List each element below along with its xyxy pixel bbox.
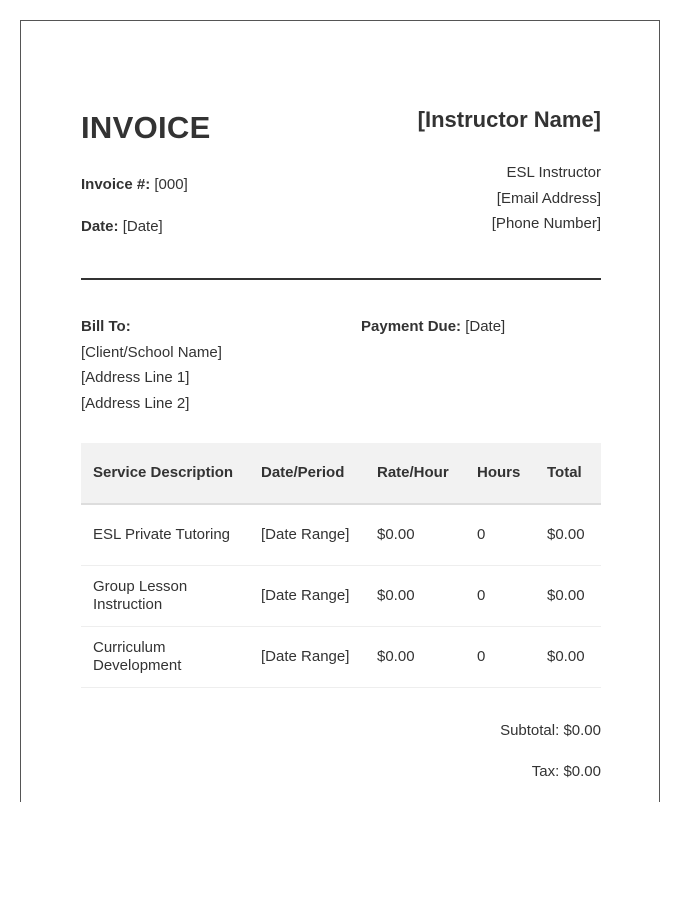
invoice-header-left <box>81 107 211 236</box>
table-row <box>81 627 601 688</box>
cell-total: $0.00 <box>535 627 601 688</box>
invoice-number <box>81 176 211 194</box>
cell-hours: 0 <box>465 627 535 688</box>
bill-to-address-line-1: [Address Line 1] <box>81 369 190 386</box>
table-header-row <box>81 443 601 504</box>
tax-line <box>81 763 601 780</box>
invoice-number-value: [000] <box>154 176 188 193</box>
payment-due-value: [Date] <box>465 318 506 335</box>
cell-description: ESL Private Tutoring <box>81 504 249 566</box>
tax-value: $0.00 <box>563 763 601 780</box>
instructor-email: [Email Address] <box>496 189 601 207</box>
table-row <box>81 566 601 627</box>
cell-description: Group Lesson Instruction <box>81 566 249 627</box>
cell-description: Curriculum Development <box>81 627 249 688</box>
cell-rate: $0.00 <box>365 504 465 566</box>
tax-label: Tax: <box>531 763 560 780</box>
invoice-date-value: [Date] <box>122 218 163 235</box>
instructor-name: [Instructor Name] <box>417 107 601 132</box>
cell-date-period: [Date Range] <box>249 627 365 688</box>
instructor-contact <box>418 160 601 237</box>
cell-rate: $0.00 <box>365 627 465 688</box>
instructor-role: ESL Instructor <box>506 164 601 181</box>
cell-hours: 0 <box>465 504 535 566</box>
header-service-description: Service Description <box>81 443 249 504</box>
instructor-phone: [Phone Number] <box>491 215 601 232</box>
payment-due-label: Payment Due: <box>361 318 462 335</box>
bill-to-address-line-2: [Address Line 2] <box>81 394 190 412</box>
cell-total: $0.00 <box>535 504 601 566</box>
payment-due-block <box>361 314 505 416</box>
subtotal-line <box>81 722 601 739</box>
bill-to-label: Bill To: <box>81 318 131 335</box>
header-divider <box>81 278 601 280</box>
header-rate-hour: Rate/Hour <box>365 443 465 504</box>
invoice-date <box>81 218 211 236</box>
subtotal-value: $0.00 <box>563 722 601 739</box>
bill-to-block <box>81 314 361 416</box>
invoice-page <box>20 20 660 802</box>
invoice-title: INVOICE <box>81 110 211 145</box>
invoice-number-label: Invoice #: <box>81 176 151 193</box>
cell-total: $0.00 <box>535 566 601 627</box>
invoice-header-section <box>81 107 601 237</box>
header-total: Total <box>535 443 601 504</box>
billing-section <box>81 314 601 416</box>
subtotal-label: Subtotal: <box>500 722 560 739</box>
cell-date-period: [Date Range] <box>249 566 365 627</box>
header-hours: Hours <box>465 443 535 504</box>
cell-date-period: [Date Range] <box>249 504 365 566</box>
instructor-info <box>418 107 601 237</box>
cell-rate: $0.00 <box>365 566 465 627</box>
table-row <box>81 504 601 566</box>
invoice-date-label: Date: <box>81 218 119 235</box>
cell-hours: 0 <box>465 566 535 627</box>
bill-to-client: [Client/School Name] <box>81 343 222 361</box>
invoice-header <box>81 107 601 237</box>
header-date-period: Date/Period <box>249 443 365 504</box>
services-table <box>81 443 601 688</box>
